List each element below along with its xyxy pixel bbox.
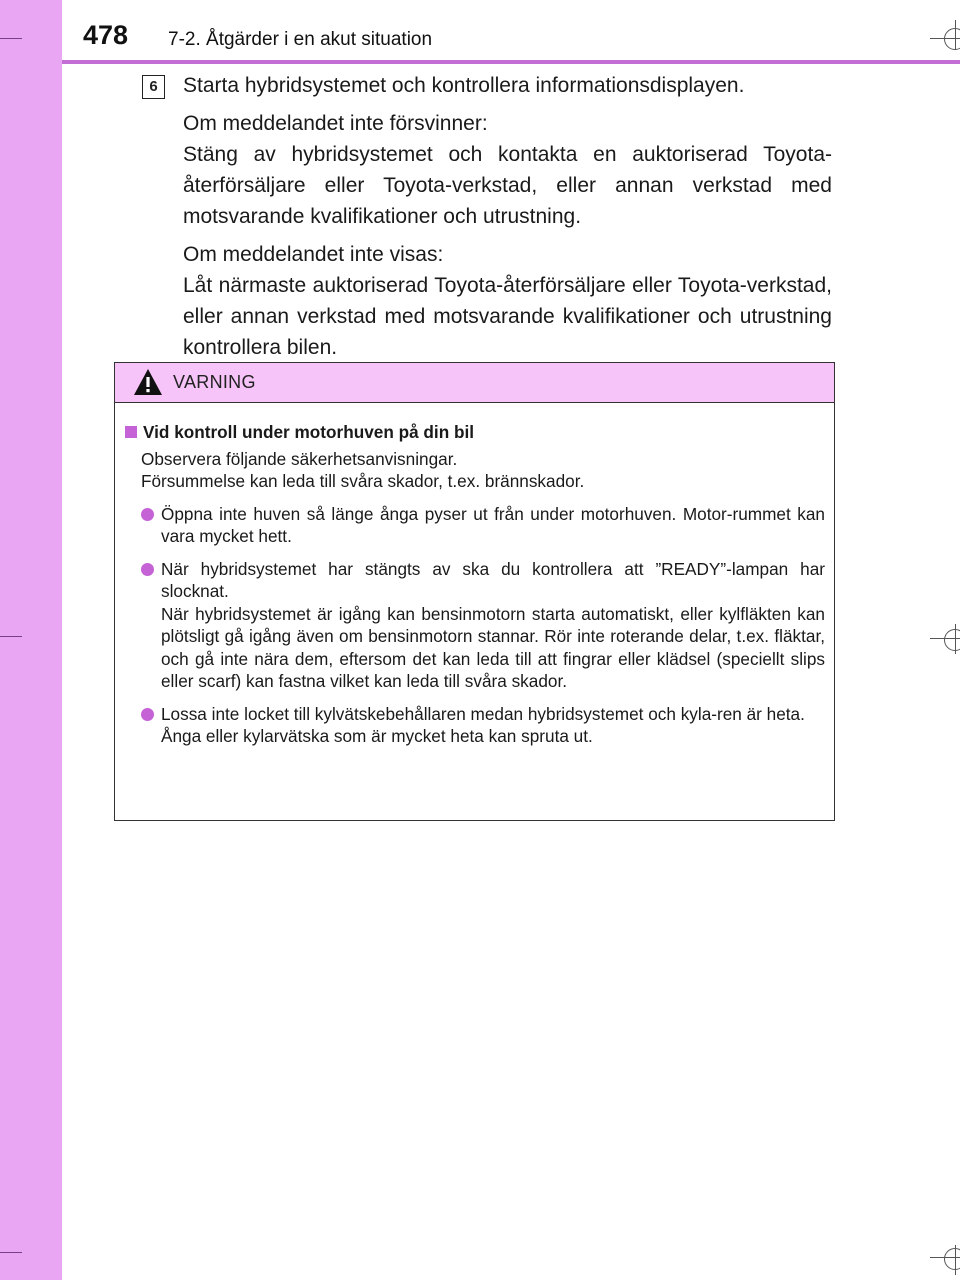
warning-bullet-text: Öppna inte huven så länge ånga pyser ut från under motorhuven. Motor-rummet kan vara mycket hett. [161,503,825,546]
warning-box [114,362,835,821]
step-number-badge: 6 [142,75,165,99]
case-label-not-shown: Om meddelandet inte visas: [183,243,444,266]
warning-header [115,363,834,403]
warning-intro-line: Observera följande säkerhetsanvisningar. [141,448,458,469]
warning-intro-line: Försummelse kan leda till svåra skador, t.ex. brännskador. [141,471,585,491]
edge-tick [0,38,22,39]
warning-bullet [141,558,825,693]
warning-bullet-text: När hybridsystemet har stängts av ska du kontrollera att ”READY”-lampan har slocknat. [161,558,825,601]
warning-subheading [124,421,825,444]
step-6 [142,70,832,370]
warning-bullet-text: När hybridsystemet är igång kan bensinmotorn starta automatiskt, eller kylfläkten kan plötsligt gå igång även om bensinmotorn stannar. Rör inte roterande delar, t.ex. fläktar, och gå inte nära dem, eftersom det kan leda till att fingrar eller klädsel (speciellt slips eller scarf) kan fastna vilket kan leda till svåra skador. [161,603,825,691]
page-number: 478 [83,20,129,50]
edge-tick [0,636,22,637]
round-bullet-icon [141,708,154,721]
square-bullet-icon [125,426,137,438]
case-label-not-disappearing: Om meddelandet inte försvinner: [183,112,488,135]
case-text-not-disappearing: Stäng av hybridsystemet och kontakta en auktoriserad Toyota-återförsäljare eller Toyota-verkstad, eller annan verkstad med motsvarande kvalifikationer och utrustning. [183,143,832,228]
warning-triangle-icon [133,368,163,396]
warning-bullet [141,703,825,748]
warning-bullet-text: Lossa inte locket till kylvätskebehållaren medan hybridsystemet och kyla-ren är heta. [161,703,805,724]
side-color-band [0,0,62,1280]
round-bullet-icon [141,563,154,576]
warning-bullet-text: Ånga eller kylarvätska som är mycket heta kan spruta ut. [161,726,593,746]
warning-intro [141,448,825,493]
warning-body [115,403,834,748]
warning-subheading-text: Vid kontroll under motorhuven på din bil [143,422,475,442]
round-bullet-icon [141,508,154,521]
step-instruction: Starta hybridsystemet och kontrollera informationsdisplayen. [183,74,745,97]
warning-bullet [141,503,825,548]
case-text-not-shown: Låt närmaste auktoriserad Toyota-återförsäljare eller Toyota-verkstad, eller annan verkstad med motsvarande kvalifikationer och utrustning kontrollera bilen. [183,274,832,359]
header-rule [62,60,960,64]
warning-title: VARNING [173,372,256,392]
section-title: 7-2. Åtgärder i en akut situation [168,29,433,50]
edge-tick [0,1252,22,1253]
